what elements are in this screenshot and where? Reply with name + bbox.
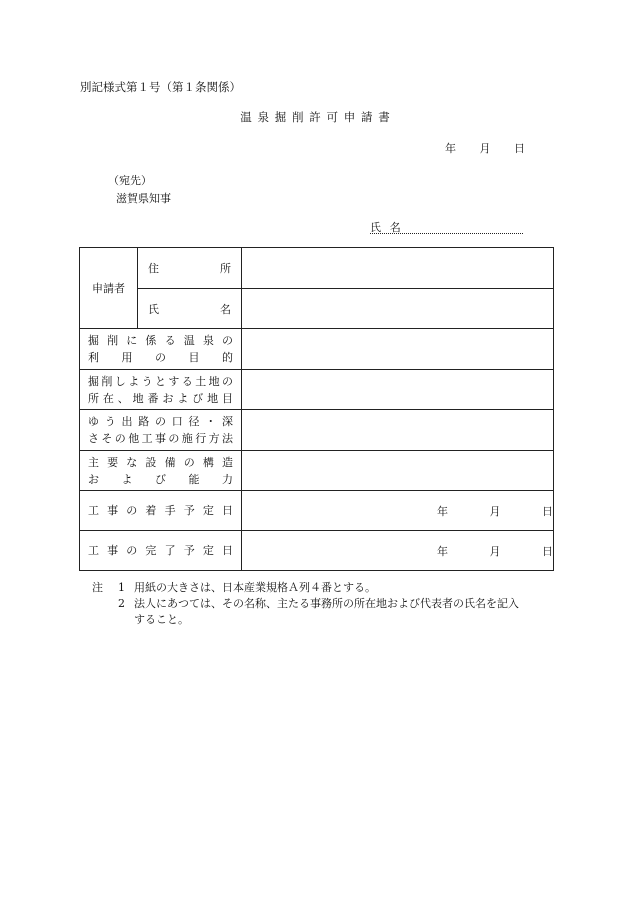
pipe-field[interactable] [242, 410, 554, 451]
equipment-field[interactable] [242, 451, 554, 491]
table-row-land [80, 370, 554, 410]
name-field[interactable] [242, 289, 554, 329]
end-label: 工事の完了予定日 [80, 531, 242, 571]
addressee-label: （宛先） [108, 174, 152, 187]
name-label-cell [138, 289, 242, 329]
table-row-start [80, 491, 554, 531]
land-field[interactable] [242, 370, 554, 410]
table-row-address [80, 248, 554, 289]
signature-label: 氏名 [370, 221, 410, 234]
note-text: 法人にあつては、その名称、主たる事務所の所在地および代表者の氏名を記入 [134, 597, 519, 610]
end-date-field[interactable]: 年 月 日 [242, 531, 554, 571]
land-label: 掘削しようとする土地の 所在、地番および地目 [80, 370, 242, 410]
table-row-pipe [80, 410, 554, 451]
note-text: 用紙の大きさは、日本産業規格Ａ列４番とする。 [134, 581, 376, 594]
equipment-label: 主要な設備の構造 および能力 [80, 451, 242, 491]
signature-line[interactable] [370, 219, 523, 234]
table-row-end [80, 531, 554, 571]
note-continuation: すること。 [134, 613, 189, 626]
purpose-label: 掘削に係る温泉の 利用の目的 [80, 329, 242, 370]
note-item [92, 580, 519, 596]
name-label: 氏 名 [148, 302, 231, 316]
address-label-cell [138, 248, 242, 289]
page-title: 温泉掘削許可申請書 [240, 110, 396, 124]
note-number: 1 [118, 581, 125, 594]
notes [92, 580, 519, 628]
addressee-name: 滋賀県知事 [116, 192, 171, 205]
start-date-field[interactable]: 年 月 日 [242, 491, 554, 531]
application-date: 年 月 日 [445, 142, 525, 155]
purpose-field[interactable] [242, 329, 554, 370]
form-number: 別記様式第１号（第１条関係） [80, 80, 241, 94]
address-label: 住 所 [148, 262, 231, 275]
pipe-label: ゆう出路の口径・深 さその他工事の施行方法 [80, 410, 242, 451]
table-row-purpose [80, 329, 554, 370]
applicant-label: 申請者 [80, 248, 138, 329]
notes-prefix: 注 [92, 581, 103, 594]
table-row-equipment [80, 451, 554, 491]
table-row-name [80, 289, 554, 329]
application-form-table [79, 247, 554, 571]
start-label: 工事の着手予定日 [80, 491, 242, 531]
note-item [92, 596, 519, 612]
note-number: 2 [118, 597, 125, 610]
address-field[interactable] [242, 248, 554, 289]
